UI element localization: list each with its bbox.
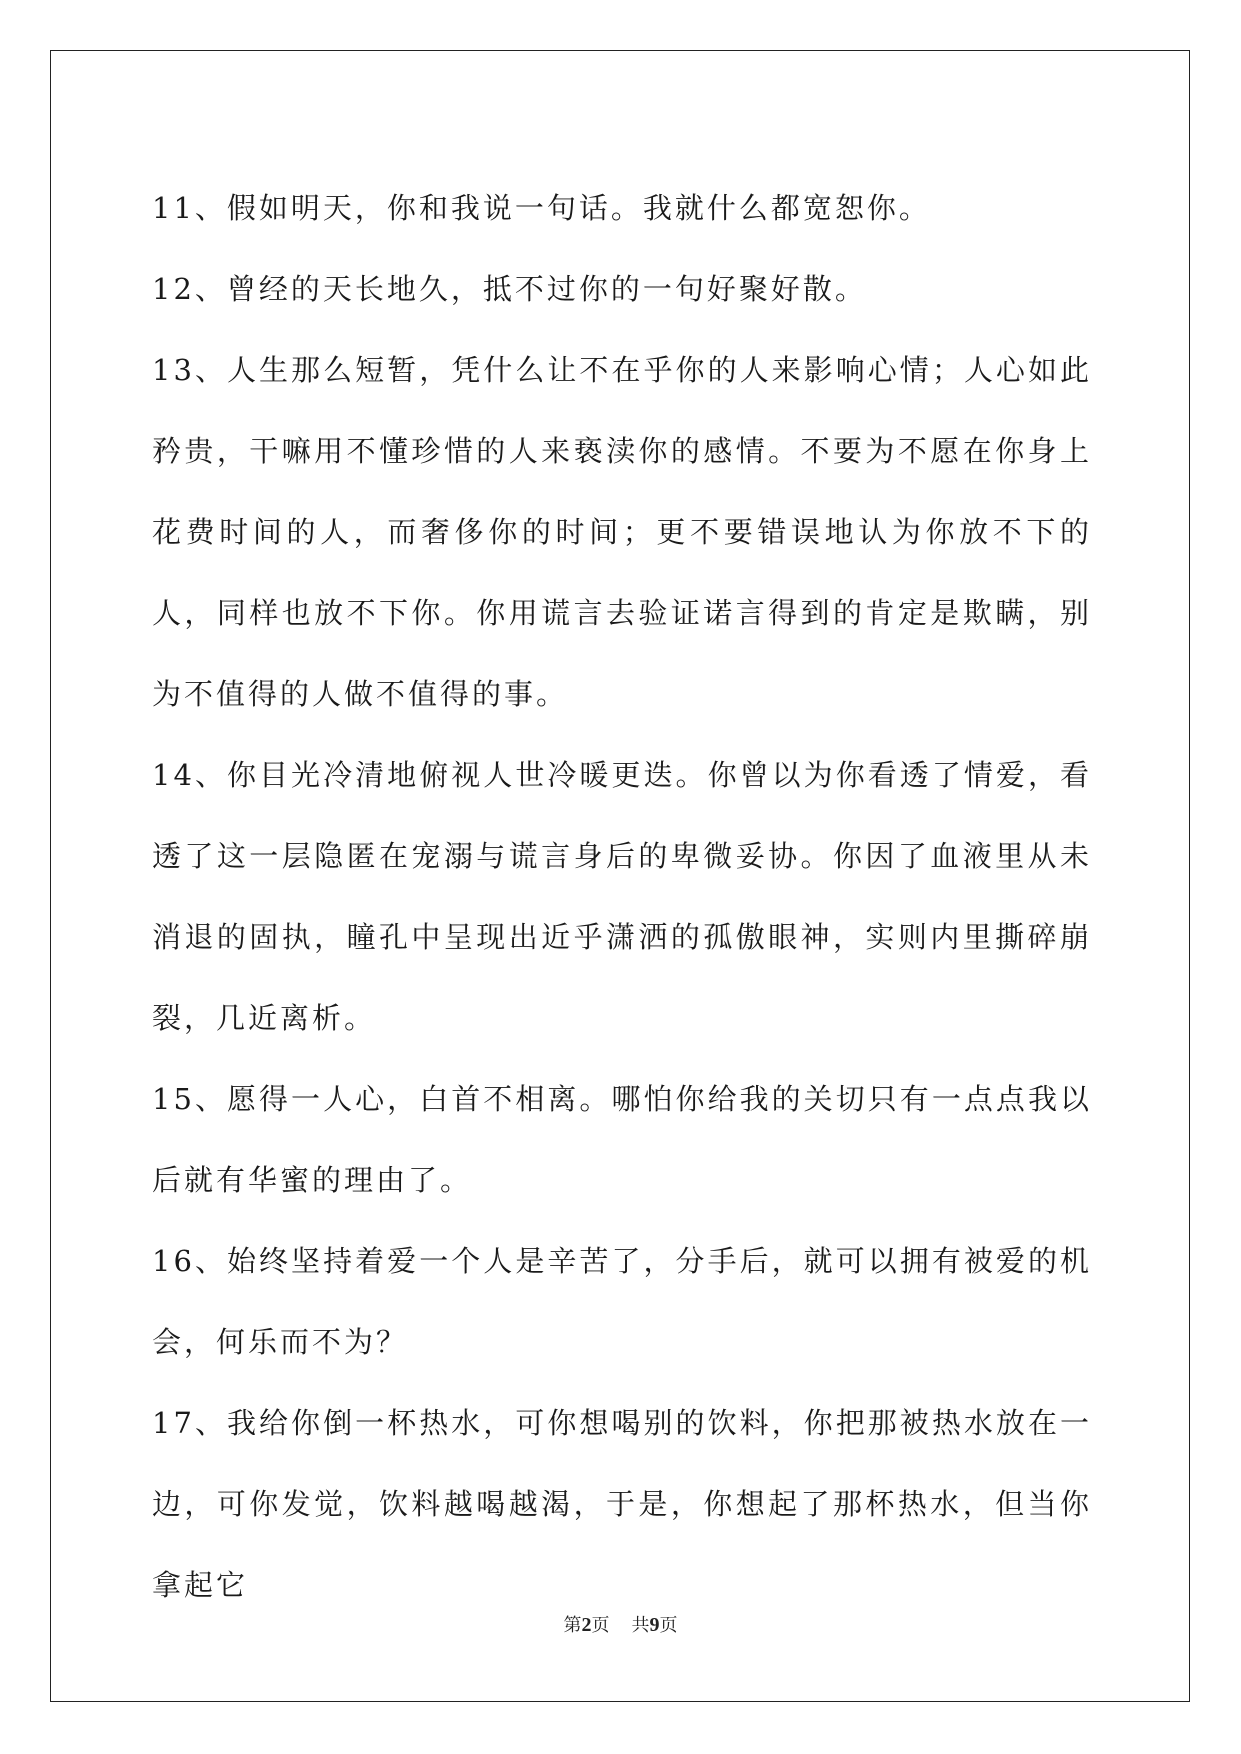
paragraph-11: 11、假如明天，你和我说一句话。我就什么都宽恕你。 [152,191,931,225]
total-pages-number: 9 [649,1614,660,1636]
paragraph-14: 14、你目光冷清地俯视人世冷暖更迭。你曾以为你看透了情爱，看透了这一层隐匿在宠溺与谎言身后的卑微妥协。你因了血液里从未消退的固执，瞳孔中呈现出近乎潇洒的孤傲眼神，实则内里撕碎崩裂，几近离析。 [152,758,1092,1035]
paragraph-15: 15、愿得一人心，白首不相离。哪怕你给我的关切只有一点点我以后就有华蜜的理由了。 [152,1082,1092,1197]
page-footer [0,1611,1241,1637]
paragraph-16: 16、始终坚持着爱一个人是辛苦了，分手后，就可以拥有被爱的机会，何乐而不为？ [152,1244,1092,1359]
footer-total-prefix: 共 [631,1615,650,1636]
paragraph-13: 13、人生那么短暂，凭什么让不在乎你的人来影响心情；人心如此矜贵，干嘛用不懂珍惜的人来亵渎你的感情。不要为不愿在你身上花费时间的人，而奢侈你的时间；更不要错误地认为你放不下的人，同样也放不下你。你用谎言去验证诺言得到的肯定是欺瞒，别为不值得的人做不值得的事。 [152,353,1092,711]
footer-total-suffix: 页 [659,1615,678,1636]
paragraph-12: 12、曾经的天长地久，抵不过你的一句好聚好散。 [152,272,867,306]
document-body [152,168,1092,1626]
current-page-number: 2 [581,1614,592,1636]
footer-prefix: 第 [563,1615,582,1636]
paragraph-17: 17、我给你倒一杯热水，可你想喝别的饮料，你把那被热水放在一边，可你发觉，饮料越喝越渴，于是，你想起了那杯热水，但当你拿起它 [152,1406,1092,1602]
footer-page-suffix: 页 [591,1615,610,1636]
